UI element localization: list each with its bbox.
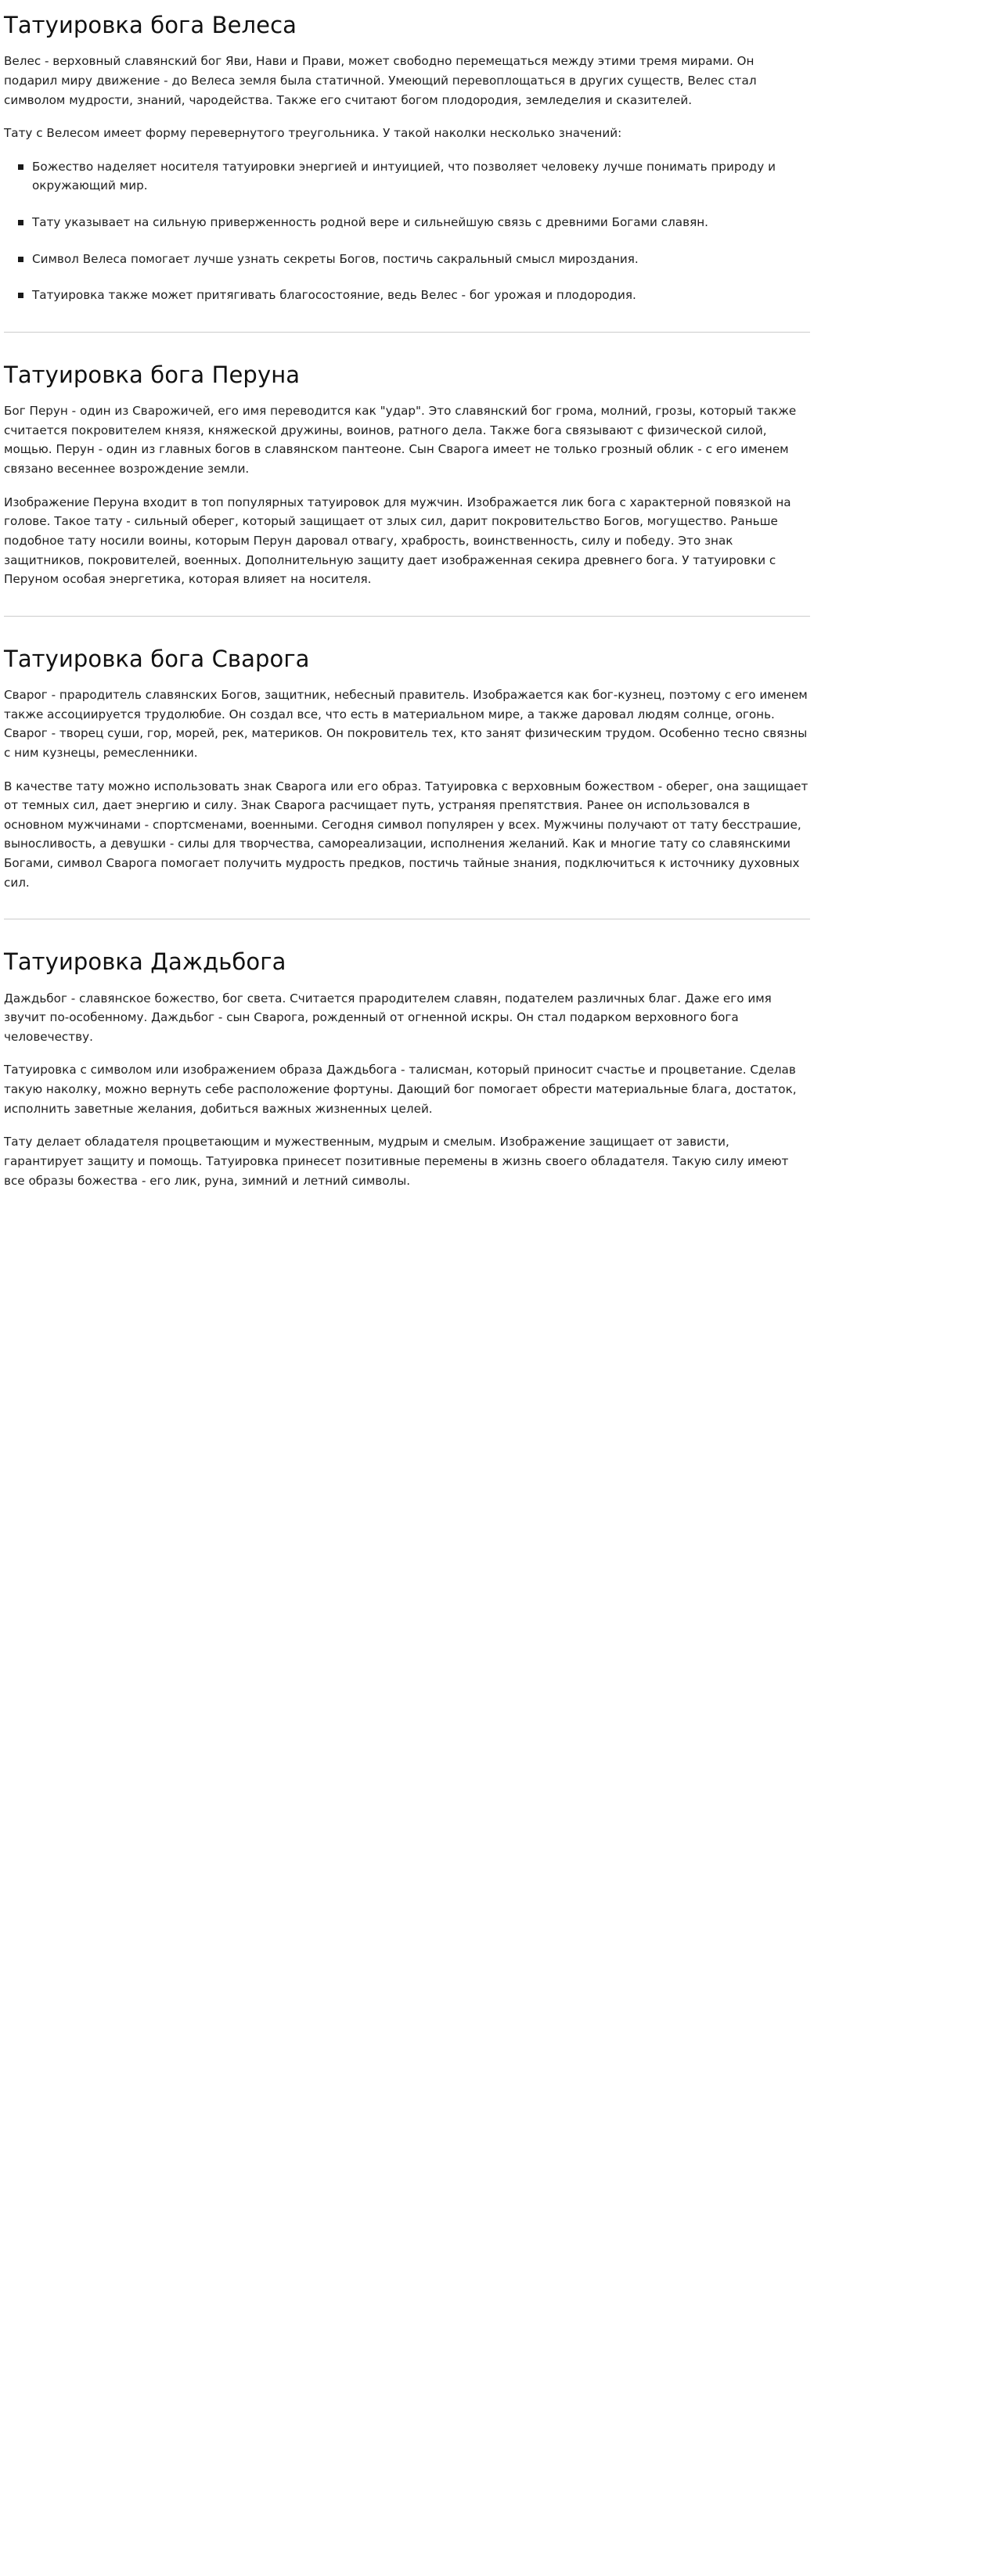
- section-title: Татуировка Даждьбога: [4, 948, 286, 976]
- paragraph: Тату делает обладателя процветающим и мужественным, мудрым и смелым. Изображение защищает от зависти, гарантирует защиту и помощь. Татуировка принесет позитивные перемены в жизнь своего обладателя. Такую силу имеют все образы божества - его лик, руна, зимний и летний символы.: [4, 1135, 789, 1188]
- section-perun: [4, 350, 810, 589]
- paragraph: В качестве тату можно использовать знак Сварога или его образ. Татуировка с верховным божеством - оберег, она защищает от темных сил, дает энергию и силу. Знак Сварога расчищает путь, устраняя препятствия. Ранее он использовался в основном мужчинами - спортсменами, военными. Сегодня символ популярен у всех. Мужчины получают от тату бесстрашие, выносливость, а девушки - силы для творчества, самореализации, исполнения желаний. Как и многие тату со славянскими Богами, символ Сварога помогает получить мудрость предков, постичь тайные знания, подключиться к источнику духовных сил.: [4, 779, 809, 890]
- document-content: [0, 0, 994, 1190]
- section-title: Татуировка бога Перуна: [4, 361, 301, 388]
- list-item: Татуировка также может притягивать благосостояние, ведь Велес - бог урожая и плодородия.: [32, 286, 810, 305]
- paragraph: Изображение Перуна входит в топ популярных татуировок для мужчин. Изображается лик бога с характерной повязкой на голове. Такое тату - сильный оберег, который защищает от злых сил, дарит покровительство Богов, могущество. Раньше подобное тату носили воины, которым Перун даровал отвагу, храбрость, воинственность, силу и победу. Это знак защитников, покровителей, военных. Дополнительную защиту дает изображенная секира древнего бога. У татуировки с Перуном особая энергетика, которая влияет на носителя.: [4, 495, 791, 587]
- page-title: Татуировка бога Велеса: [4, 12, 297, 38]
- section-divider: [4, 332, 810, 333]
- paragraph: Бог Перун - один из Сварожичей, его имя переводится как "удар". Это славянский бог грома, молний, грозы, который также считается покровителем князя, княжеской дружины, воинов, ратного дела. Также бога связывают с физической силой, мощью. Перун - один из главных богов в славянском пантеоне. Сын Сварога имеет не только грозный облик - с его именем связано весеннее возрождение земли.: [4, 404, 797, 476]
- paragraph: Татуировка с символом или изображением образа Даждьбога - талисман, который приносит счастье и процветание. Сделав такую наколку, можно вернуть себе расположение фортуны. Дающий бог помогает обрести материальные блага, достаток, исполнить заветные желания, добиться важных жизненных целей.: [4, 1063, 797, 1116]
- list-item: Божество наделяет носителя татуировки энергией и интуицией, что позволяет человеку лучше понимать природу и окружающий мир.: [32, 157, 810, 196]
- section-title: Татуировка бога Сварога: [4, 645, 310, 672]
- document-page: [0, 0, 994, 1221]
- section-svarog: [4, 634, 810, 893]
- paragraph: Тату с Велесом имеет форму перевернутого треугольника. У такой наколки несколько значений:: [4, 126, 622, 141]
- paragraph: Велес - верховный славянский бог Яви, Нави и Прави, может свободно перемещаться между этими тремя мирами. Он подарил миру движение - до Велеса земля была статичной. Умеющий перевоплощаться в других существ, Велес стал символом мудрости, знаний, чародейства. Также его считают богом плодородия, земледелия и сказителей.: [4, 54, 757, 107]
- section-body: [4, 401, 810, 589]
- list-item: Тату указывает на сильную приверженность родной вере и сильнейшую связь с древними Богами славян.: [32, 213, 810, 232]
- section-body: [4, 52, 810, 305]
- list-item: Символ Велеса помогает лучше узнать секреты Богов, постичь сакральный смысл мироздания.: [32, 250, 810, 269]
- section-dazhdbog: [4, 937, 810, 1190]
- section-veles: [4, 0, 810, 305]
- section-body: [4, 989, 810, 1191]
- section-body: [4, 685, 810, 892]
- bullet-list: [4, 157, 810, 305]
- section-divider: [4, 616, 810, 617]
- paragraph: Даждьбог - славянское божество, бог света. Считается прародителем славян, подателем различных благ. Даже его имя звучит по-особенному. Даждьбог - сын Сварога, рожденный от огненной искры. Он стал подарком верховного бога человечеству.: [4, 991, 772, 1044]
- paragraph: Сварог - прародитель славянских Богов, защитник, небесный правитель. Изображается как бог-кузнец, поэтому с его именем также ассоциируется трудолюбие. Он создал все, что есть в материальном мире, а также даровал людям солнце, огонь. Сварог - творец суши, гор, морей, рек, материков. Он покровитель тех, кто занят физическим трудом. Особенно тесно связны с ним кузнецы, ремесленники.: [4, 688, 808, 760]
